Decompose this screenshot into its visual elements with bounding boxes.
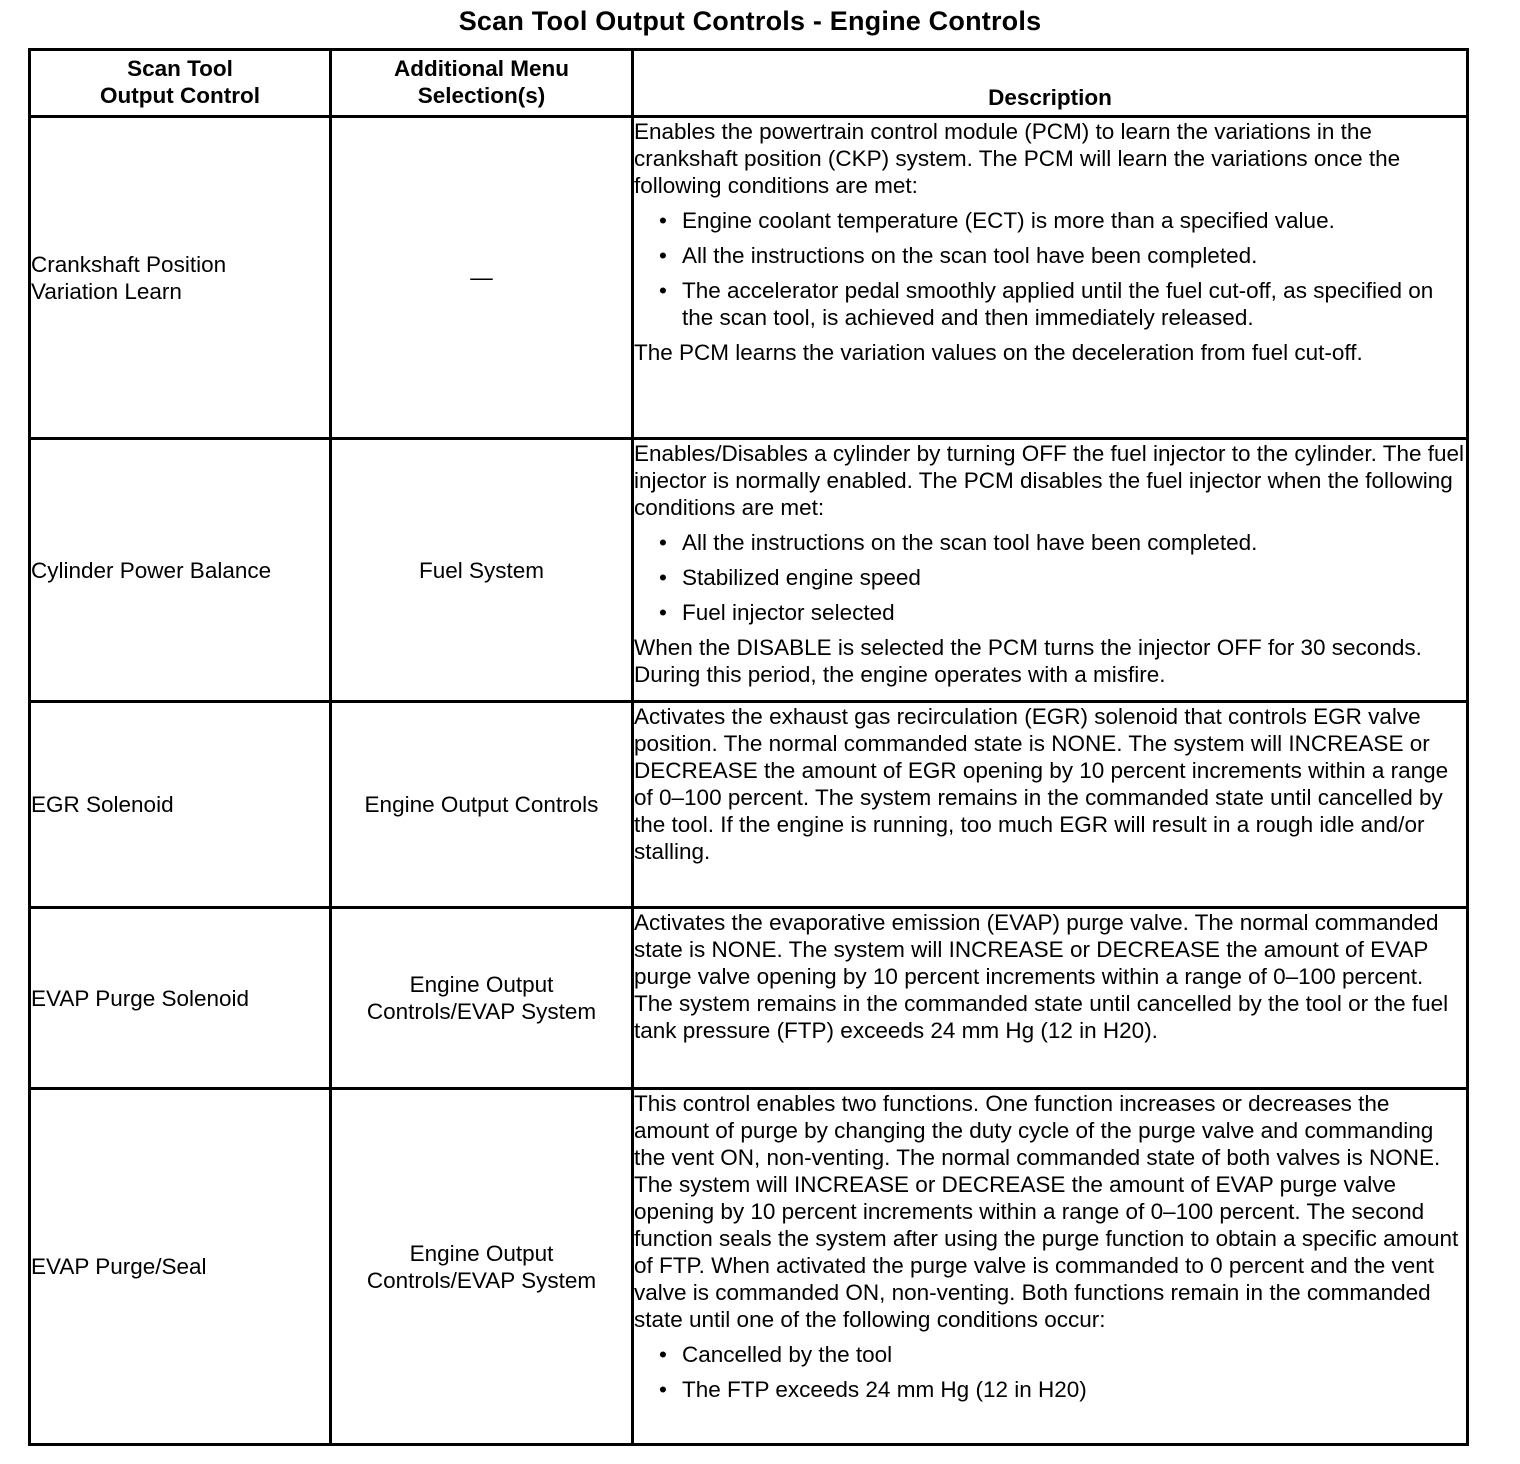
description-cell [633,702,1468,908]
description-cell [633,1089,1468,1445]
table-row [30,439,1468,702]
condition-list [634,207,1466,331]
list-item: • Engine coolant temperature (ECT) is more than a specified value. [659,208,1335,233]
menu-selection-cell: Fuel System [331,439,633,702]
description-cell [633,439,1468,702]
description-intro: Enables the powertrain control module (PCM) to learn the variations in the crankshaft position (CKP) system. The PCM will learn the variations once the following conditions are met: [634,119,1401,198]
output-control-cell: Crankshaft Position Variation Learn [30,117,331,439]
bullet-icon: • [659,243,667,268]
table-row [30,702,1468,908]
table-row [30,117,1468,439]
menu-selection-cell: Engine Output Controls/EVAP System [331,1089,633,1445]
table-row [30,1089,1468,1445]
list-item: • The accelerator pedal smoothly applied until the fuel cut-off, as specified on the scan tool, is achieved and then immediately released. [659,278,1434,330]
condition-list [634,529,1466,626]
bullet-icon: • [659,278,667,303]
bullet-icon: • [659,1377,667,1402]
header-menu-selections: Additional Menu Selection(s) [331,50,633,117]
description-cell [633,117,1468,439]
header-row [30,50,1468,117]
table-row [30,908,1468,1089]
description-cell [633,908,1468,1089]
description-outro: The PCM learns the variation values on the deceleration from fuel cut-off. [634,340,1363,365]
output-control-cell: EVAP Purge Solenoid [30,908,331,1089]
list-item: • Fuel injector selected [659,600,895,625]
list-item: • All the instructions on the scan tool have been completed. [659,243,1258,268]
output-control-cell: Cylinder Power Balance [30,439,331,702]
header-description: Description [633,50,1468,117]
description-intro: Activates the exhaust gas recirculation (EGR) solenoid that controls EGR valve position. The normal commanded state is NONE. The system will INCREASE or DECREASE the amount of EGR opening by 10 percent increments within a range of 0–100 percent. The system remains in the commanded state until cancelled by the tool. If the engine is running, too much EGR will result in a rough idle and/or stalling. [634,704,1449,864]
bullet-icon: • [659,1342,667,1367]
list-item: • The FTP exceeds 24 mm Hg (12 in H20) [659,1377,1087,1402]
bullet-icon: • [659,600,667,625]
menu-selection-cell: Engine Output Controls/EVAP System [331,908,633,1089]
condition-list [634,1341,1466,1403]
output-controls-table [28,48,1469,1446]
output-control-cell: EVAP Purge/Seal [30,1089,331,1445]
bullet-icon: • [659,208,667,233]
list-item: • Cancelled by the tool [659,1342,893,1367]
list-item: • Stabilized engine speed [659,565,921,590]
header-output-control: Scan Tool Output Control [30,50,331,117]
menu-selection-cell: — [331,117,633,439]
description-outro: When the DISABLE is selected the PCM turns the injector OFF for 30 seconds. During this period, the engine operates with a misfire. [634,635,1422,687]
menu-selection-cell: Engine Output Controls [331,702,633,908]
bullet-icon: • [659,565,667,590]
description-intro: Enables/Disables a cylinder by turning OFF the fuel injector to the cylinder. The fuel injector is normally enabled. The PCM disables the fuel injector when the following conditions are met: [634,441,1465,520]
description-intro: Activates the evaporative emission (EVAP) purge valve. The normal commanded state is NONE. The system will INCREASE or DECREASE the amount of EVAP purge valve opening by 10 percent increments within a range of 0–100 percent. The system remains in the commanded state until cancelled by the tool or the fuel tank pressure (FTP) exceeds 24 mm Hg (12 in H20). [634,910,1449,1043]
list-item: • All the instructions on the scan tool have been completed. [659,530,1258,555]
description-intro: This control enables two functions. One function increases or decreases the amount of purge by changing the duty cycle of the purge valve and commanding the vent ON, non-venting. The normal commanded state of both valves is NONE. The system will INCREASE or DECREASE the amount of EVAP purge valve opening by 10 percent increments within a range of 0–100 percent. The second function seals the system after using the purge function to obtain a specific amount of FTP. When activated the purge valve is commanded to 0 percent and the vent valve is commanded ON, non-venting. Both functions remain in the commanded state until one of the following conditions occur: [634,1091,1459,1332]
output-control-cell: EGR Solenoid [30,702,331,908]
bullet-icon: • [659,530,667,555]
page-title: Scan Tool Output Controls - Engine Controls [458,6,1042,36]
